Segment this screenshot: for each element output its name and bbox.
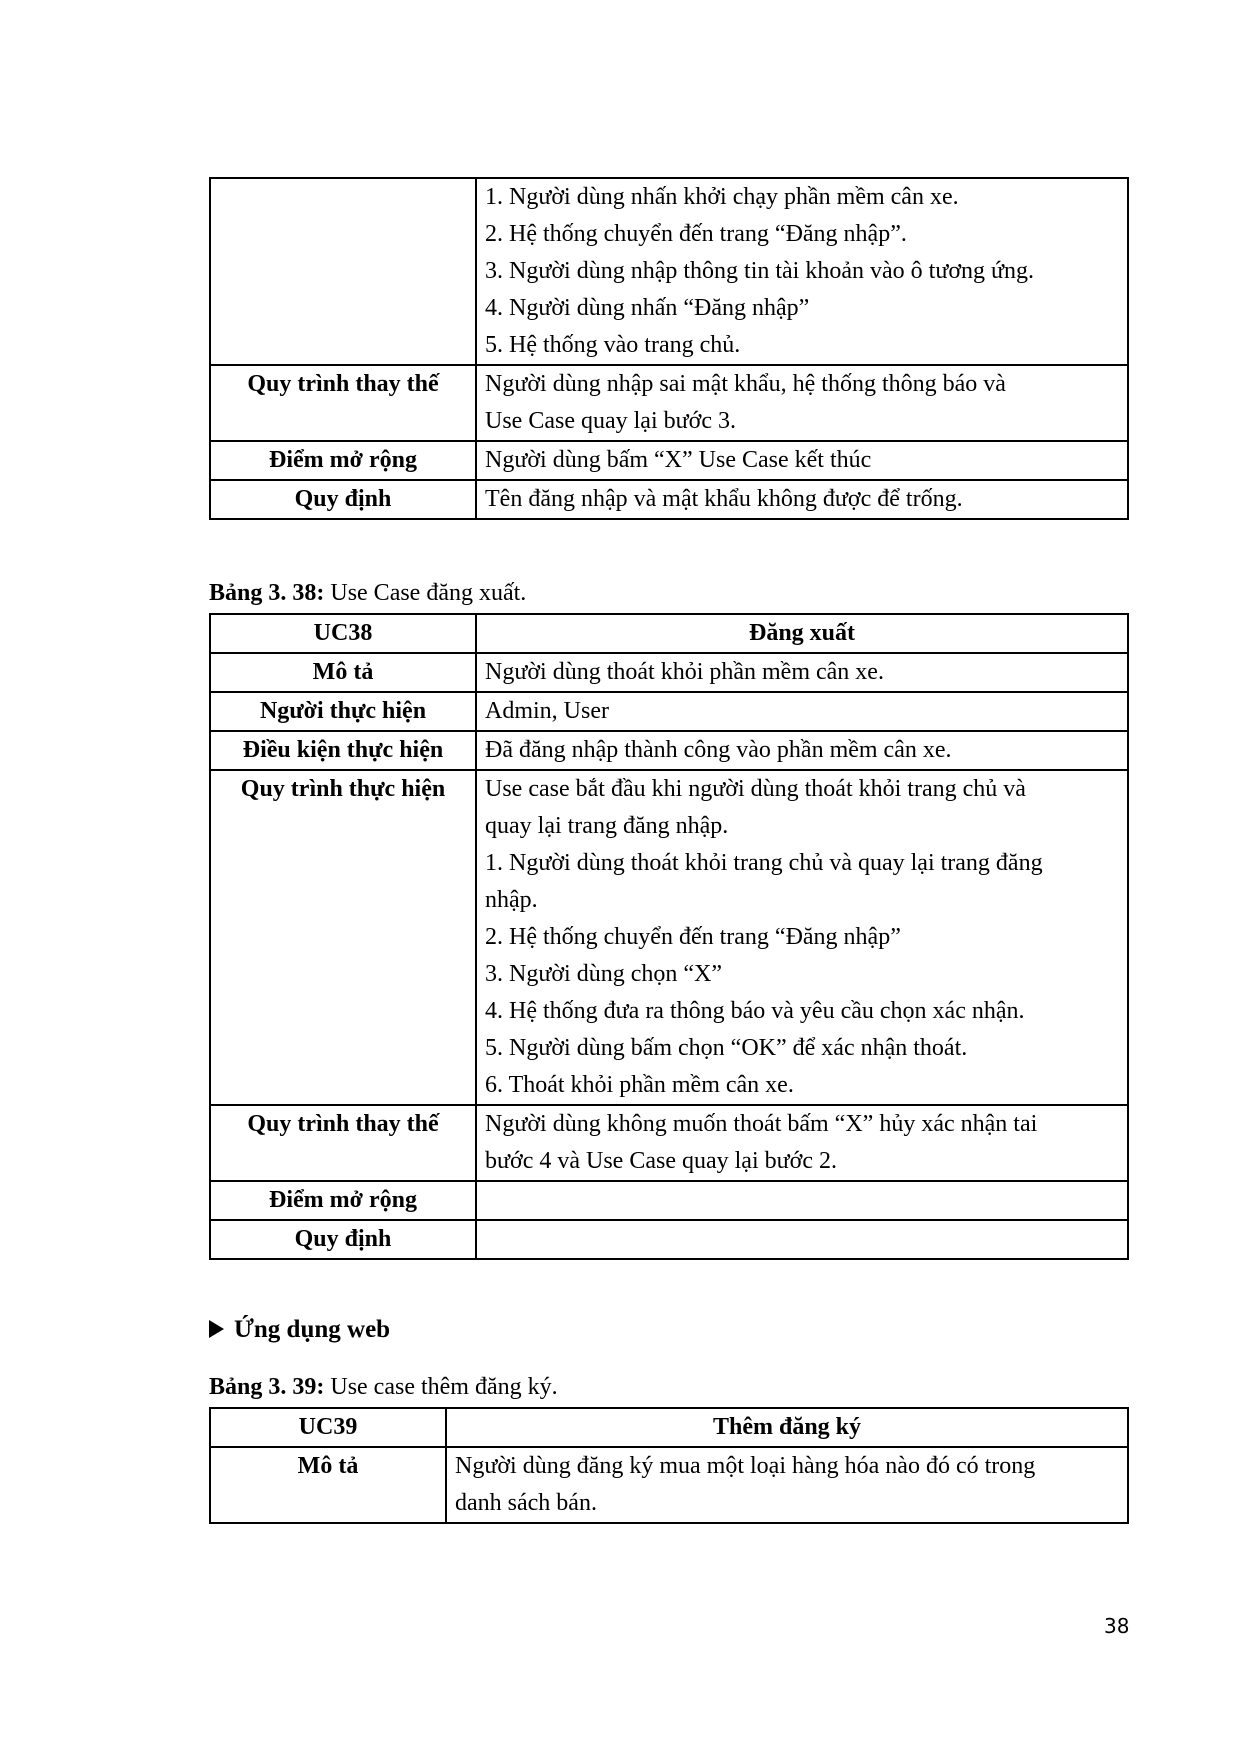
table-caption-39 <box>209 1372 558 1402</box>
step-line: 5. Hệ thống vào trang chủ. <box>485 332 741 358</box>
text-line: Người dùng bấm “X” Use Case kết thúc <box>485 447 872 473</box>
row-label: Người thực hiện <box>210 692 476 731</box>
use-case-title: Thêm đăng ký <box>446 1408 1128 1447</box>
step-line: nhập. <box>485 887 538 913</box>
text-line: Người dùng nhập sai mật khẩu, hệ thống thông báo và <box>485 371 1006 397</box>
row-value <box>476 480 1128 519</box>
table-caption-38 <box>209 578 526 608</box>
row-label: Điều kiện thực hiện <box>210 731 476 770</box>
step-line: quay lại trang đăng nhập. <box>485 813 729 839</box>
caption-number: Bảng 3. 38: <box>209 580 325 606</box>
row-value <box>476 178 1128 365</box>
table-row <box>210 770 1128 1105</box>
caption-number: Bảng 3. 39: <box>209 1374 325 1400</box>
step-line: 1. Người dùng nhấn khởi chạy phần mềm cân xe. <box>485 184 959 210</box>
row-label: Quy trình thay thế <box>210 1105 476 1181</box>
section-heading <box>209 1316 390 1344</box>
text-line <box>485 1182 1119 1219</box>
section-title: Ứng dụng web <box>234 1316 391 1343</box>
row-value <box>476 653 1128 692</box>
step-line: 3. Người dùng chọn “X” <box>485 961 722 987</box>
table-header-row <box>210 614 1128 653</box>
row-label: Quy định <box>210 480 476 519</box>
use-case-table-38 <box>209 613 1129 1260</box>
row-value <box>476 770 1128 1105</box>
text-line: bước 4 và Use Case quay lại bước 2. <box>485 1148 837 1174</box>
arrow-bullet-icon <box>209 1320 224 1338</box>
step-line: 5. Người dùng bấm chọn “OK” để xác nhận thoát. <box>485 1035 968 1061</box>
text-line: Người dùng thoát khỏi phần mềm cân xe. <box>485 659 884 685</box>
step-line: 2. Hệ thống chuyển đến trang “Đăng nhập” <box>485 924 901 950</box>
use-case-id: UC39 <box>210 1408 446 1447</box>
caption-text: Use Case đăng xuất. <box>324 580 527 606</box>
row-label: Điểm mở rộng <box>210 441 476 480</box>
step-line: Use case bắt đầu khi người dùng thoát khỏi trang chủ và <box>485 776 1026 802</box>
text-line: Use Case quay lại bước 3. <box>485 408 736 434</box>
table-row <box>210 653 1128 692</box>
text-line: Đã đăng nhập thành công vào phần mềm cân xe. <box>485 737 952 763</box>
table-row <box>210 1105 1128 1181</box>
use-case-table-37-continued <box>209 177 1129 520</box>
table-row <box>210 731 1128 770</box>
step-line: 2. Hệ thống chuyển đến trang “Đăng nhập”. <box>485 221 907 247</box>
table-row <box>210 480 1128 519</box>
row-label: Mô tả <box>210 1447 446 1523</box>
table-row <box>210 365 1128 441</box>
row-label: Quy định <box>210 1220 476 1259</box>
text-line: danh sách bán. <box>455 1490 597 1516</box>
text-line: Người dùng đăng ký mua một loại hàng hóa nào đó có trong <box>455 1453 1036 1479</box>
step-line: 4. Hệ thống đưa ra thông báo và yêu cầu chọn xác nhận. <box>485 998 1025 1024</box>
table-row <box>210 1181 1128 1220</box>
row-label: Quy trình thay thế <box>210 365 476 441</box>
use-case-table-39 <box>209 1407 1129 1524</box>
row-label: Mô tả <box>210 653 476 692</box>
table-row <box>210 1220 1128 1259</box>
text-line: Tên đăng nhập và mật khẩu không được để trống. <box>485 486 963 512</box>
table-row <box>210 178 1128 365</box>
caption-text: Use case thêm đăng ký. <box>324 1374 558 1400</box>
use-case-title: Đăng xuất <box>476 614 1128 653</box>
text-line: Admin, User <box>485 698 609 724</box>
row-value <box>476 692 1128 731</box>
row-label <box>210 178 476 365</box>
text-line: Người dùng không muốn thoát bấm “X” hủy xác nhận tai <box>485 1111 1038 1137</box>
table-header-row <box>210 1408 1128 1447</box>
table-row <box>210 441 1128 480</box>
step-line: 1. Người dùng thoát khỏi trang chủ và quay lại trang đăng <box>485 850 1043 876</box>
row-value <box>476 731 1128 770</box>
row-value <box>446 1447 1128 1523</box>
step-line: 4. Người dùng nhấn “Đăng nhập” <box>485 295 810 321</box>
use-case-id: UC38 <box>210 614 476 653</box>
row-value <box>476 1181 1128 1220</box>
row-label: Quy trình thực hiện <box>210 770 476 1105</box>
row-value <box>476 1220 1128 1259</box>
step-line: 3. Người dùng nhập thông tin tài khoản vào ô tương ứng. <box>485 258 1035 284</box>
table-row <box>210 692 1128 731</box>
row-value <box>476 441 1128 480</box>
row-value <box>476 365 1128 441</box>
row-label: Điểm mở rộng <box>210 1181 476 1220</box>
step-line: 6. Thoát khỏi phần mềm cân xe. <box>485 1072 794 1098</box>
page-number: 38 <box>1104 1614 1130 1638</box>
text-line <box>485 1221 1119 1258</box>
table-row <box>210 1447 1128 1523</box>
row-value <box>476 1105 1128 1181</box>
